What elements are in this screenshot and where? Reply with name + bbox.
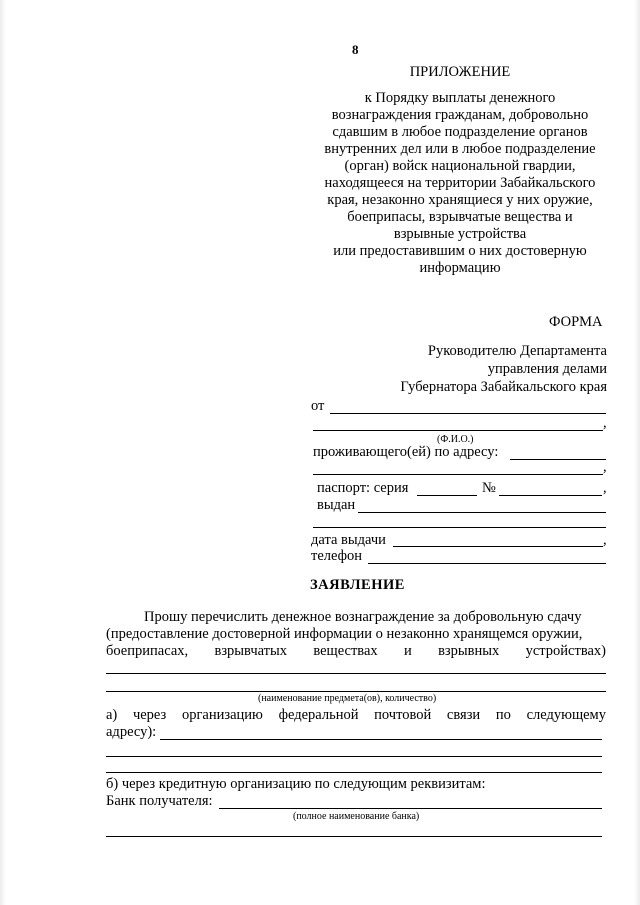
issue-date-label: дата выдачи	[311, 532, 386, 548]
addressee-line: управления делами	[487, 361, 607, 377]
postal-address-field-1[interactable]	[160, 739, 602, 740]
passport-series-field[interactable]	[417, 495, 477, 496]
appendix-line: или предоставившим о них достоверную	[333, 243, 587, 259]
items-field-line-1[interactable]	[106, 673, 606, 674]
statement-title: ЗАЯВЛЕНИЕ	[310, 577, 405, 593]
issue-date-comma: ,	[603, 532, 607, 548]
appendix-line: взрывные устройства	[393, 226, 527, 242]
appendix-line: боеприпасы, взрывчатые вещества и	[347, 209, 573, 225]
fio-caption: (Ф.И.О.)	[437, 434, 474, 445]
appendix-line: края, незаконно хранящиеся у них оружие,	[327, 192, 593, 208]
passport-number-field[interactable]	[499, 495, 602, 496]
addressee-line: Губернатора Забайкальского края	[400, 379, 607, 395]
appendix-title: ПРИЛОЖЕНИЕ	[409, 64, 511, 80]
statement-line-2: (предоставление достоверной информации о незаконно хранящемся оружии,	[106, 626, 583, 642]
scan-edge-left	[0, 0, 6, 905]
page-number: 8	[352, 42, 359, 57]
option-b-text: б) через кредитную организацию по следующим реквизитам:	[106, 776, 486, 792]
phone-field[interactable]	[368, 563, 606, 564]
appendix-line: внутренних дел или в любое подразделение	[324, 141, 596, 157]
residing-label: проживающего(ей) по адресу:	[313, 444, 499, 460]
appendix-text	[300, 90, 620, 277]
appendix-line: к Порядку выплаты денежного	[364, 90, 556, 106]
issue-date-field[interactable]	[393, 546, 603, 547]
statement-line-1: Прошу перечислить денежное вознаграждение за добровольную сдачу	[144, 609, 582, 625]
bank-label: Банк получателя:	[106, 793, 213, 809]
appendix-line: информацию	[419, 260, 501, 276]
passport-number-label: №	[482, 480, 496, 496]
passport-series-label: паспорт: серия	[317, 480, 409, 496]
issued-field-line-2[interactable]	[313, 527, 606, 528]
issued-label: выдан	[317, 497, 356, 513]
appendix-line: находящееся на территории Забайкальского	[324, 175, 596, 191]
fio-comma: ,	[603, 415, 607, 431]
postal-address-field-2[interactable]	[106, 756, 602, 757]
items-caption: (наименование предмета(ов), количество)	[258, 693, 437, 704]
from-label: от	[311, 398, 325, 414]
passport-comma: ,	[603, 480, 607, 496]
bank-details-field[interactable]	[106, 836, 602, 837]
address-comma: ,	[603, 459, 607, 475]
addressee-line: Руководителю Департамента	[427, 343, 607, 359]
postal-address-field-3[interactable]	[106, 772, 602, 773]
appendix-line: вознаграждения гражданам, добровольно	[331, 107, 589, 123]
bank-name-field[interactable]	[219, 808, 602, 809]
option-a-line-2: адресу):	[106, 724, 157, 740]
statement-line-3: боеприпасах, взрывчатых веществах и взрывных устройствах)	[106, 643, 606, 659]
bank-caption: (полное наименование банка)	[293, 811, 420, 822]
fio-field-line-1[interactable]	[330, 413, 606, 414]
address-field-line-1[interactable]	[510, 459, 606, 460]
phone-label: телефон	[311, 548, 363, 564]
items-field-line-2[interactable]	[106, 691, 606, 692]
address-field-line-2[interactable]	[313, 474, 603, 475]
issued-field-line-1[interactable]	[358, 512, 606, 513]
option-a-line-1: а) через организацию федеральной почтовой связи по следующему	[106, 707, 606, 723]
form-label: ФОРМА	[549, 314, 603, 330]
addressee-block	[400, 342, 607, 396]
scan-edge-right	[634, 0, 640, 905]
appendix-line: (орган) войск национальной гвардии,	[344, 158, 576, 174]
appendix-line: сдавшим в любое подразделение органов	[332, 124, 588, 140]
fio-field-line-2[interactable]	[313, 430, 603, 431]
